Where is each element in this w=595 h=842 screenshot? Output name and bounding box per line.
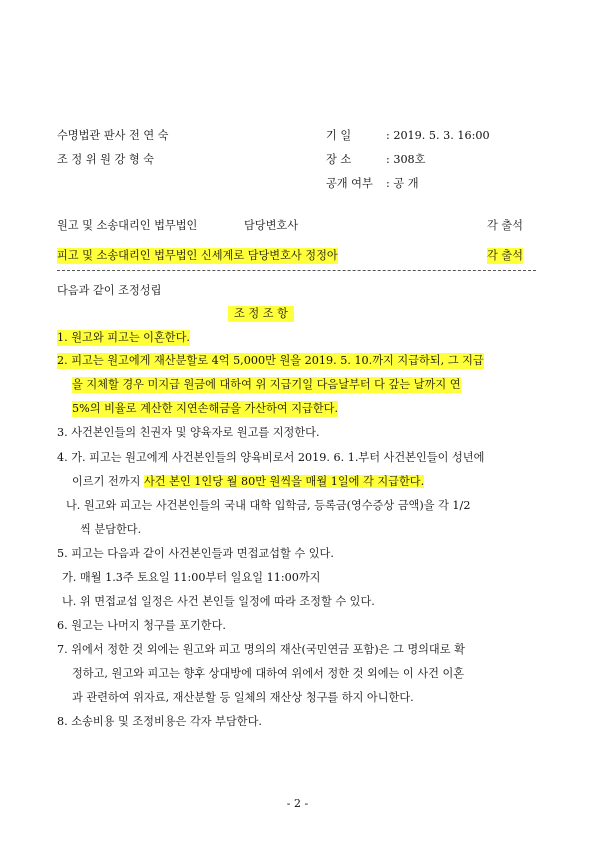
defendant-status: 각 출석	[487, 249, 523, 262]
item-3: 3. 사건본인들의 친권자 및 양육자로 원고를 지정한다.	[57, 426, 320, 439]
page-number: - 2 -	[286, 797, 309, 810]
place-value: : 308호	[386, 153, 426, 166]
date-value: : 2019. 5. 3. 16:00	[386, 129, 490, 142]
item-2-line-2: 을 지체할 경우 미지급 원금에 대하여 위 지급기일 다음날부터 다 갚는 날까지 연	[72, 378, 461, 391]
item-4-na-line-1: 나. 원고와 피고는 사건본인들의 국내 대학 입학금, 등록금(영수증상 금액)을 각 1/2	[66, 499, 471, 512]
item-4-line-2-highlight: 사건 본인 1인당 월 80만 원씩을 매월 1일에 각 지급한다.	[143, 475, 425, 488]
plaintiff-attorney-label: 담당변호사	[244, 219, 299, 232]
item-1: 1. 원고와 피고는 이혼한다.	[57, 331, 190, 344]
item-4-line-1: 4. 가. 피고는 원고에게 사건본인들의 양육비로서 2019. 6. 1.부터 사건본인들이 성년에	[57, 451, 485, 464]
date-label: 기 일	[326, 129, 352, 142]
item-4-line-2	[72, 474, 424, 490]
item-8: 8. 소송비용 및 조정비용은 각자 부담한다.	[57, 715, 262, 728]
item-5-na: 나. 위 면접교섭 일정은 사건 본인들 일정에 따라 조정할 수 있다.	[62, 595, 375, 608]
item-4-line-2-plain: 이르기 전까지	[72, 475, 144, 488]
plaintiff-status: 각 출석	[487, 219, 523, 232]
item-6: 6. 원고는 나머지 청구를 포기한다.	[57, 619, 226, 632]
mediator-line: 조 정 위 원 강 형 숙	[57, 153, 154, 166]
item-4-na-line-2: 씩 분담한다.	[80, 523, 142, 536]
item-7-line-3: 과 관련하여 위자료, 재산분할 등 일체의 재산상 청구를 하지 아니한다.	[72, 691, 414, 704]
intro-text: 다음과 같이 조정성립	[57, 284, 162, 297]
item-7-line-2: 정하고, 원고와 피고는 향후 상대방에 대하여 위에서 정한 것 외에는 이 사건 이혼	[72, 667, 465, 680]
separator-line	[57, 270, 536, 271]
place-label: 장 소	[326, 153, 352, 166]
item-5: 5. 피고는 다음과 같이 사건본인들과 면접교섭할 수 있다.	[57, 547, 334, 560]
item-2-line-3: 5%의 비율로 계산한 지연손해금을 가산하여 지급한다.	[72, 402, 339, 415]
defendant-attendance: 피고 및 소송대리인 법무법인 신세계로 담당변호사 정정아	[57, 249, 338, 262]
item-2-line-1: 2. 피고는 원고에게 재산분할로 4억 5,000만 원을 2019. 5. 10.까지 지급하되, 그 지급	[57, 354, 484, 367]
plaintiff-attendance: 원고 및 소송대리인 법무법인	[57, 219, 198, 232]
public-label: 공개 여부	[326, 177, 373, 190]
item-5-ga: 가. 매월 1.3주 토요일 11:00부터 일요일 11:00까지	[62, 571, 321, 584]
judge-line: 수명법관 판사 전 연 숙	[57, 129, 169, 142]
section-title: 조 정 조 항	[228, 306, 294, 322]
item-7-line-1: 7. 위에서 정한 것 외에는 원고와 피고 명의의 재산(국민연금 포함)은 그 명의대로 확	[57, 643, 465, 656]
public-value: : 공 개	[386, 177, 419, 190]
